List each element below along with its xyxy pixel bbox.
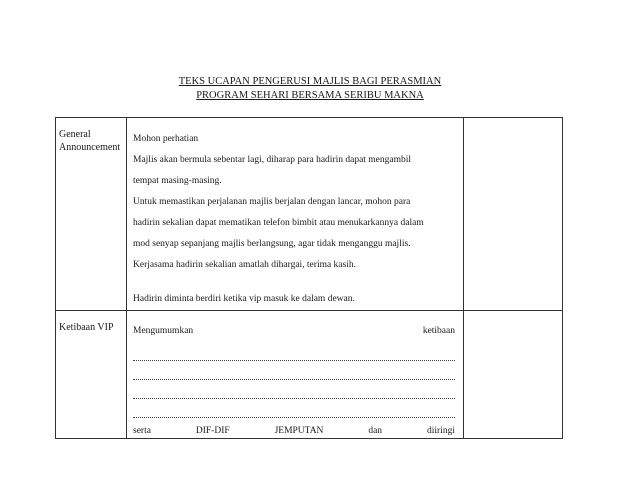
word: DIF-DIF bbox=[195, 426, 230, 436]
word: dan bbox=[368, 426, 383, 436]
document-title bbox=[120, 75, 500, 103]
word: serta bbox=[133, 426, 151, 436]
title-line-1: TEKS UCAPAN PENGERUSI MAJLIS BAGI PERASMIAN bbox=[178, 76, 442, 87]
dotted-line bbox=[133, 399, 455, 418]
row-content bbox=[127, 118, 464, 311]
announce-line bbox=[133, 321, 455, 342]
paragraph-line: hadirin sekalian dapat mematikan telefon bimbit atau menukarkannya dalam bbox=[133, 218, 424, 228]
word: diiringi bbox=[426, 426, 455, 436]
paragraph-line: Untuk memastikan perjalanan majlis berjalan dengan lancar, mohon para bbox=[133, 197, 411, 207]
word: JEMPUTAN bbox=[274, 426, 324, 436]
row-label: Ketibaan VIP bbox=[56, 311, 127, 439]
paragraph-line: mod senyap sepanjang majlis berlangsung, agar tidak menganggu majlis. bbox=[133, 239, 411, 249]
dotted-line bbox=[133, 361, 455, 380]
final-line bbox=[133, 424, 455, 438]
title-line-2: PROGRAM SEHARI BERSAMA SERIBU MAKNA bbox=[196, 90, 424, 101]
dotted-line bbox=[133, 380, 455, 399]
script-table bbox=[55, 117, 563, 439]
paragraph-line: Majlis akan bermula sebentar lagi, diharap para hadirin dapat mengambil bbox=[133, 155, 412, 165]
announce-right: ketibaan bbox=[422, 326, 455, 336]
table-row bbox=[56, 311, 563, 439]
notes-cell bbox=[464, 118, 563, 311]
table-row bbox=[56, 118, 563, 311]
paragraph-line: Kerjasama hadirin sekalian amatlah dihargai, terima kasih. bbox=[133, 260, 356, 270]
announce-left: Mengumumkan bbox=[133, 326, 194, 336]
dotted-line bbox=[133, 342, 455, 361]
row-label: General Announcement bbox=[56, 118, 127, 311]
paragraph-line: tempat masing-masing. bbox=[133, 176, 222, 186]
notes-cell bbox=[464, 311, 563, 439]
row-content bbox=[127, 311, 464, 439]
paragraph-line: Mohon perhatian bbox=[133, 134, 199, 144]
closing-line: Hadirin diminta berdiri ketika vip masuk ke dalam dewan. bbox=[133, 294, 355, 304]
